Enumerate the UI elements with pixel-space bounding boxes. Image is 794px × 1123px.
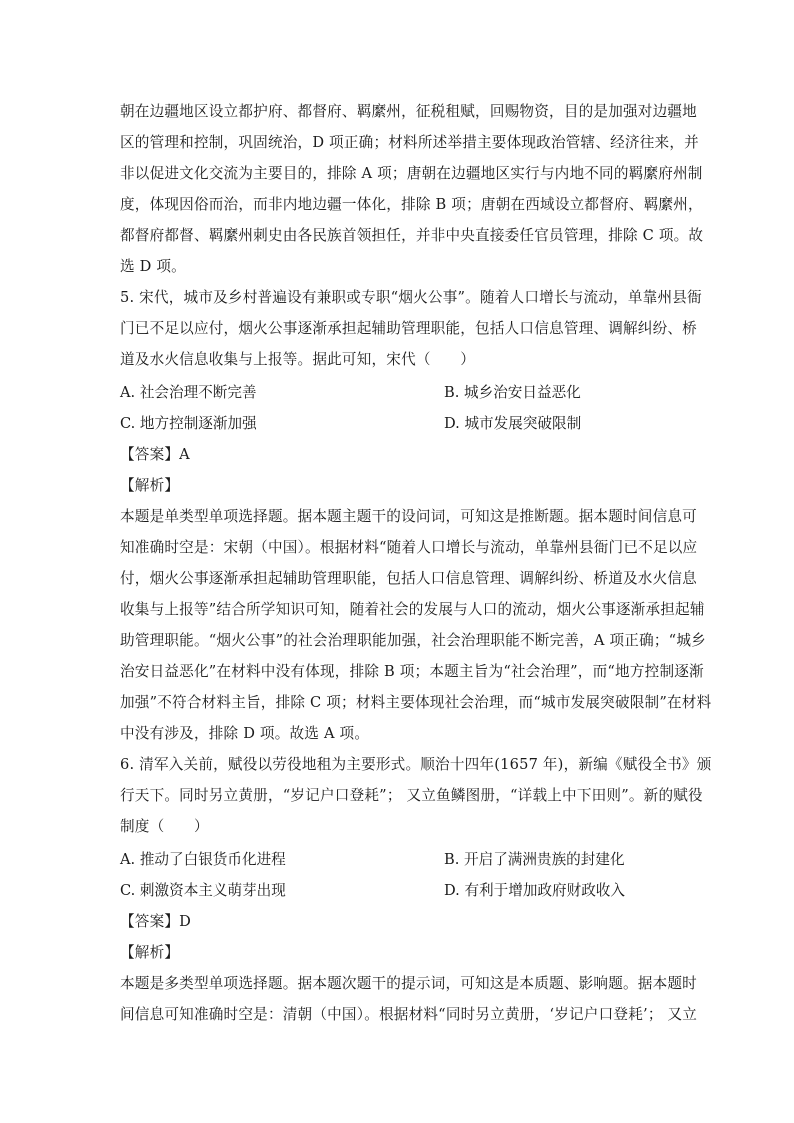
q5-stem-line: 道及水火信息收集与上报等。据此可知，宋代（ ） [120, 351, 476, 368]
q5-analysis-line: 知准确时空是：宋朝（中国）。根据材料“随着人口增长与流动，单靠州县衙门已不足以应 [120, 539, 698, 556]
q6-analysis-line: 本题是多类型单项选择题。据本题次题干的提示词，可知这是本质题、影响题。据本题时 [120, 975, 697, 992]
q5-analysis-line: 收集与上报等”结合所学知识可知，随着社会的发展与人口的流动，烟火公事逐渐承担起辅 [120, 601, 705, 618]
q5-option-d: D. 城市发展突破限制 [444, 415, 582, 432]
q6-analysis-label: 【解析】 [120, 944, 180, 961]
q5-analysis-line: 加强”不符合材料主旨，排除 C 项；材料主要体现社会治理，而“城市发展突破限制”在材料 [120, 694, 712, 711]
q5-analysis-line: 助管理职能。“烟火公事”的社会治理职能加强，社会治理职能不断完善，A 项正确；“城乡 [120, 632, 706, 649]
q5-analysis-label: 【解析】 [120, 477, 180, 494]
q6-stem-line: 6. 清军入关前，赋役以劳役地租为主要形式。顺治十四年(1657 年)，新编《赋役全书》颁 [120, 756, 712, 773]
q6-option-c: C. 刺激资本主义萌芽出现 [120, 882, 286, 899]
q5-analysis-line: 付，烟火公事逐渐承担起辅助管理职能，包括人口信息管理、调解纠纷、桥道及水火信息 [120, 570, 697, 587]
q5-answer: 【答案】A [120, 446, 190, 463]
q6-option-d: D. 有利于增加政府财政收入 [444, 882, 625, 899]
prev-explanation-line: 都督府都督、羁縻州刺史由各民族首领担任，并非中央直接委任官员管理，排除 C 项。故 [120, 227, 704, 244]
prev-explanation-line: 选 D 项。 [120, 258, 186, 275]
q5-analysis-line: 治安日益恶化”在材料中没有体现，排除 B 项；本题主旨为“社会治理”，而“地方控制逐渐 [120, 663, 704, 680]
q6-stem-line: 制度（ ） [120, 818, 209, 835]
prev-explanation-line: 朝在边疆地区设立都护府、都督府、羁縻州，征税租赋，回赐物资，目的是加强对边疆地 [120, 103, 697, 120]
q5-option-b: B. 城乡治安日益恶化 [444, 384, 581, 401]
q6-answer: 【答案】D [120, 913, 192, 930]
q5-stem-line: 5. 宋代，城市及乡村普遍设有兼职或专职“烟火公事”。随着人口增长与流动，单靠州县衙 [120, 289, 702, 306]
prev-explanation-line: 区的管理和控制，巩固统治，D 项正确；材料所述举措主要体现政治管辖、经济往来，并 [120, 134, 699, 151]
q6-stem-line: 行天下。同时另立黄册，“岁记户口登耗”； 又立鱼鳞图册，“详载上中下田则”。新的赋役 [120, 787, 703, 804]
q6-analysis-line: 间信息可知准确时空是：清朝（中国）。根据材料“同时另立黄册，‘岁记户口登耗’； 又立 [120, 1006, 698, 1023]
prev-explanation-line: 度，体现因俗而治，而非内地边疆一体化，排除 B 项；唐朝在西域设立都督府、羁縻州， [120, 196, 703, 213]
q5-stem-line: 门已不足以应付，烟火公事逐渐承担起辅助管理职能，包括人口信息管理、调解纠纷、桥 [120, 320, 697, 337]
q5-option-a: A. 社会治理不断完善 [120, 384, 257, 401]
prev-explanation-line: 非以促进文化交流为主要目的，排除 A 项；唐朝在边疆地区实行与内地不同的羁縻府州制 [120, 165, 703, 182]
q6-option-a: A. 推动了白银货币化进程 [120, 851, 286, 868]
q6-option-b: B. 开启了满洲贵族的封建化 [444, 851, 625, 868]
q5-analysis-line: 中没有涉及，排除 D 项。故选 A 项。 [120, 725, 370, 742]
q5-option-c: C. 地方控制逐渐加强 [120, 415, 257, 432]
q5-analysis-line: 本题是单类型单项选择题。据本题主题干的设问词，可知这是推断题。据本题时间信息可 [120, 508, 697, 525]
